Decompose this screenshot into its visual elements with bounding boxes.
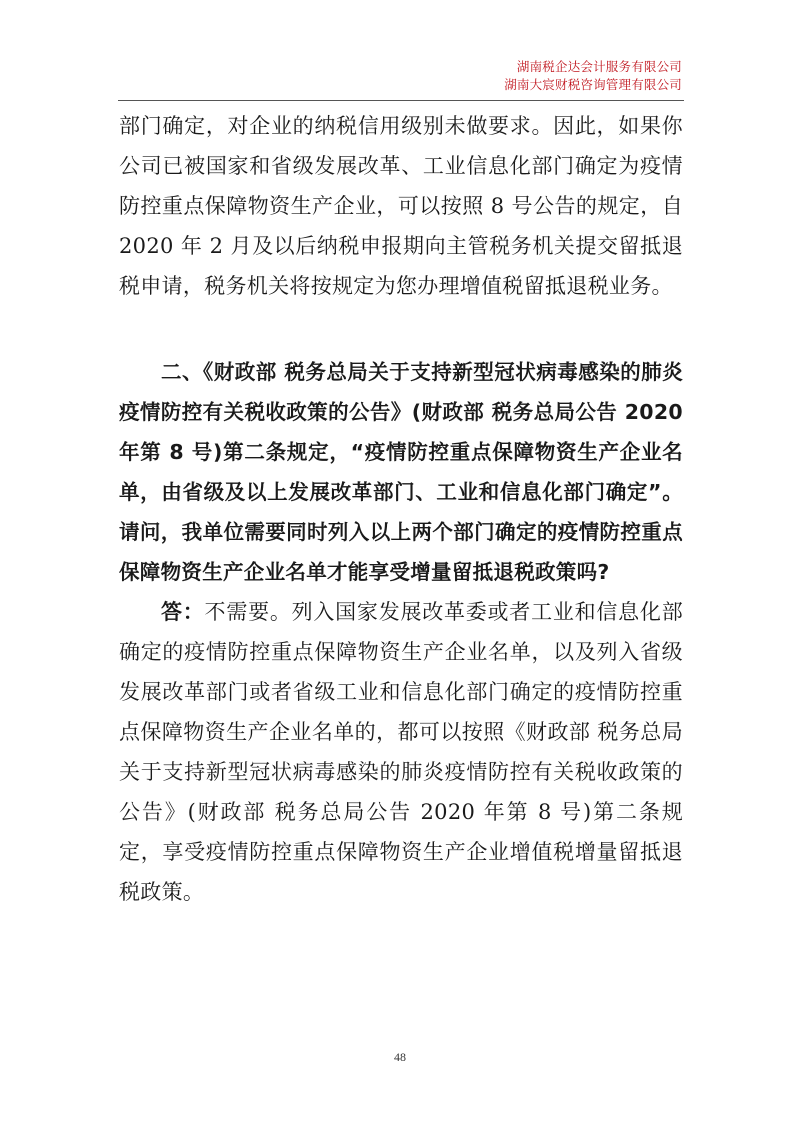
header-divider [118, 100, 684, 101]
answer-label: 答： [161, 600, 205, 624]
answer-text: 不需要。列入国家发展改革委或者工业和信息化部确定的疫情防控重点保障物资生产企业名单，以及列入省级发展改革部门或者省级工业和信息化部门确定的疫情防控重点保障物资生产企业名单的，都可以按照《财政部 税务总局关于支持新型冠状病毒感染的肺炎疫情防控有关税收政策的公告》(财政部 税务总局公告 2020 年第 8 号)第二条规定，享受疫情防控重点保障物资生产企业增值税增量留抵退税政策。 [119, 600, 683, 904]
question-paragraph: 二、《财政部 税务总局关于支持新型冠状病毒感染的肺炎疫情防控有关税收政策的公告》(财政部 税务总局公告 2020 年第 8 号)第二条规定，“疫情防控重点保障物资生产企业名单，由省级及以上发展改革部门、工业和信息化部门确定”。请问，我单位需要同时列入以上两个部门确定的疫情防控重点保障物资生产企业名单才能享受增量留抵退税政策吗? [119, 360, 683, 584]
page-number: 48 [394, 1050, 406, 1064]
continuation-paragraph: 部门确定，对企业的纳税信用级别未做要求。因此，如果你公司已被国家和省级发展改革、工业信息化部门确定为疫情防控重点保障物资生产企业，可以按照 8 号公告的规定，自 2020 年 2 月及以后纳税申报期向主管税务机关提交留抵退税申请，税务机关将按规定为您办理增值税留抵退税业务。 [119, 114, 683, 298]
page-header [504, 58, 682, 94]
document-body [119, 106, 683, 912]
company-name-1: 湖南税企达会计服务有限公司 [516, 59, 682, 74]
answer-paragraph [119, 592, 683, 912]
company-name-2: 湖南大宸财税咨询管理有限公司 [504, 77, 682, 92]
section-gap [119, 306, 683, 352]
